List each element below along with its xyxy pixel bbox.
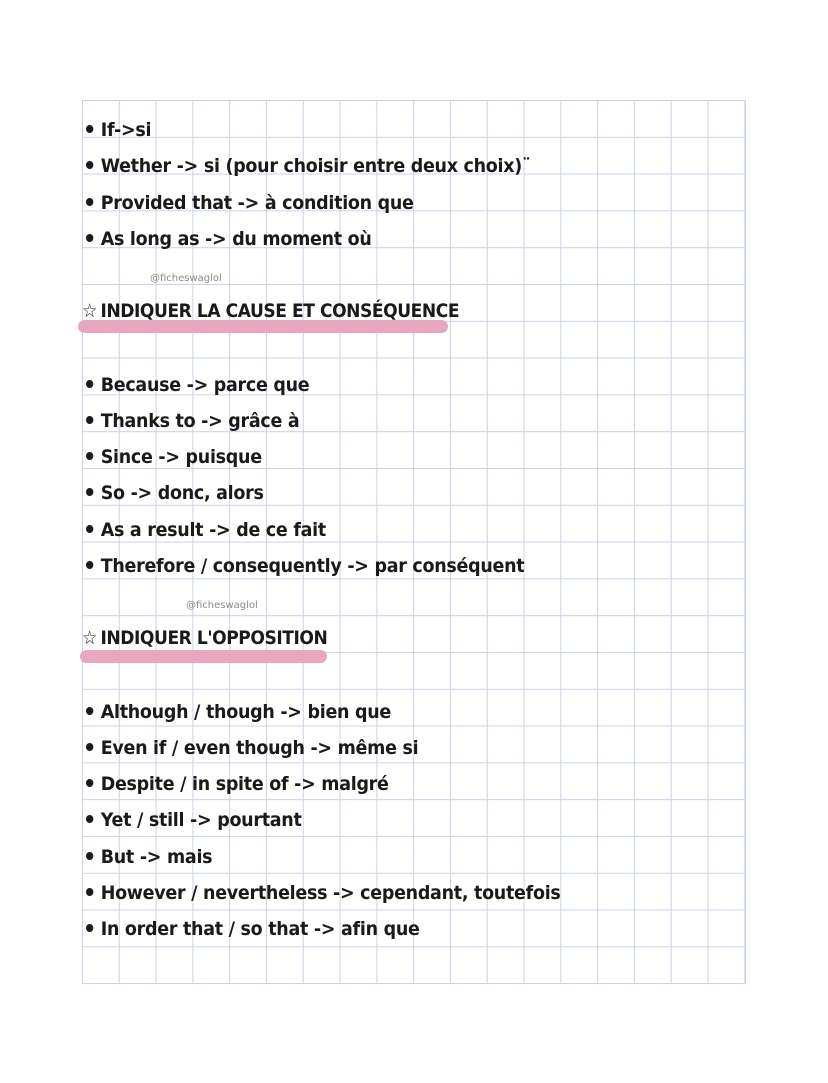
bullet-icon [86, 161, 93, 169]
list-item: If->si [86, 112, 151, 148]
bullet-icon [86, 779, 93, 787]
bullet-icon [86, 452, 93, 460]
list-item: Wether -> si (pour choisir entre deux choix)¨ [86, 148, 530, 184]
list-item: Thanks to -> grâce à [86, 403, 299, 439]
list-item: In order that / so that -> afin que [86, 911, 420, 947]
list-item: Although / though -> bien que [86, 694, 391, 730]
list-item: But -> mais [86, 839, 212, 875]
list-item: Yet / still -> pourtant [86, 802, 302, 838]
list-item: Therefore / consequently -> par conséquent [86, 548, 524, 584]
star-icon: ☆ [82, 627, 97, 649]
bullet-icon [86, 815, 93, 823]
list-item: Even if / even though -> même si [86, 730, 418, 766]
bullet-icon [86, 125, 93, 133]
list-item: However / nevertheless -> cependant, toutefois [86, 875, 561, 911]
watermark: @ficheswaglol [150, 273, 222, 284]
list-item: Since -> puisque [86, 439, 262, 475]
bullet-icon [86, 743, 93, 751]
bullet-icon [86, 234, 93, 242]
list-item: So -> donc, alors [86, 475, 264, 511]
list-item: As long as -> du moment où [86, 221, 372, 257]
bullet-icon [86, 924, 93, 932]
star-icon: ☆ [82, 300, 97, 322]
bullet-icon [86, 380, 93, 388]
bullet-icon [86, 707, 93, 715]
watermark: @ficheswaglol [186, 600, 258, 611]
section-heading: ☆ INDIQUER LA CAUSE ET CONSÉQUENCE [82, 300, 460, 322]
list-item: Because -> parce que [86, 367, 309, 403]
bullet-icon [86, 198, 93, 206]
section-heading: ☆ INDIQUER L'OPPOSITION [82, 627, 328, 649]
list-item: Provided that -> à condition que [86, 185, 414, 221]
bullet-icon [86, 525, 93, 533]
bullet-icon [86, 852, 93, 860]
list-item: Despite / in spite of -> malgré [86, 766, 389, 802]
bullet-icon [86, 488, 93, 496]
list-item: As a result -> de ce fait [86, 512, 326, 548]
bullet-icon [86, 561, 93, 569]
bullet-icon [86, 888, 93, 896]
bullet-icon [86, 416, 93, 424]
